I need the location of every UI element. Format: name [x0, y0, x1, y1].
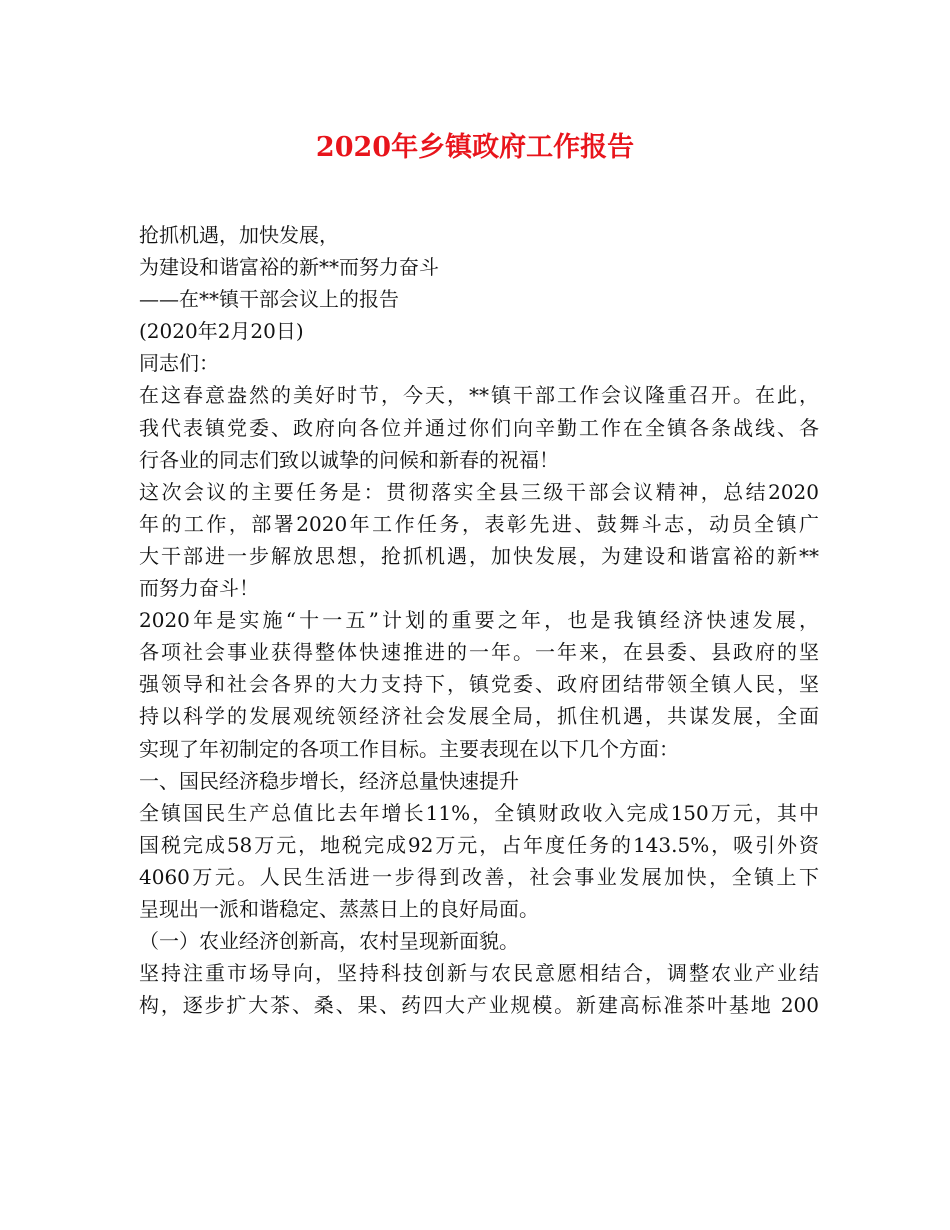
body-line: 大干部进一步解放思想，抢抓机遇，加快发展，为建设和谐富裕的新** — [139, 543, 819, 568]
body-line: 坚持注重市场导向，坚持科技创新与农民意愿相结合，调整农业产业结 — [139, 961, 819, 986]
body-line: 全镇国民生产总值比去年增长11%，全镇财政收入完成150万元，其中 — [139, 800, 819, 825]
body-line: 持以科学的发展观统领经济社会发展全局，抓住机遇，共谋发展，全面 — [139, 704, 819, 729]
body-line: 行各业的同志们致以诚挚的问候和新春的祝福！ — [139, 447, 559, 472]
document-title: 2020年乡镇政府工作报告 — [315, 132, 635, 163]
body-line: 同志们： — [139, 351, 219, 376]
document-body — [139, 219, 819, 1021]
body-line: 呈现出一派和谐稳定、蒸蒸日上的良好局面。 — [139, 896, 539, 921]
body-line: (2020年2月20日) — [139, 319, 304, 344]
body-line: 抢抓机遇，加快发展， — [139, 223, 339, 247]
body-line: 实现了年初制定的各项工作目标。主要表现在以下几个方面： — [139, 736, 679, 761]
body-line: 各项社会事业获得整体快速推进的一年。一年来，在县委、县政府的坚 — [139, 640, 819, 665]
body-line: 国税完成58万元，地税完成92万元，占年度任务的143.5%，吸引外资 — [139, 832, 819, 857]
body-line: 4060万元。人民生活进一步得到改善，社会事业发展加快，全镇上下 — [139, 864, 819, 889]
body-line: 我代表镇党委、政府向各位并通过你们向辛勤工作在全镇各条战线、各 — [139, 415, 819, 440]
body-line: ——在**镇干部会议上的报告 — [139, 287, 399, 312]
body-line: 在这春意盎然的美好时节，今天，**镇干部工作会议隆重召开。在此， — [139, 383, 819, 408]
body-line: 这次会议的主要任务是：贯彻落实全县三级干部会议精神，总结2020 — [139, 479, 819, 504]
body-line: 2020年是实施“十一五”计划的重要之年，也是我镇经济快速发展， — [139, 608, 819, 633]
body-line: 为建设和谐富裕的新**而努力奋斗 — [139, 255, 439, 280]
body-line: 强领导和社会各界的大力支持下，镇党委、政府团结带领全镇人民，坚 — [139, 672, 819, 697]
body-line: 而努力奋斗！ — [139, 576, 259, 601]
body-line: 一、国民经济稳步增长，经济总量快速提升 — [139, 768, 519, 793]
body-line: （一）农业经济创新高，农村呈现新面貌。 — [139, 929, 519, 954]
body-line: 年的工作，部署2020年工作任务，表彰先进、鼓舞斗志，动员全镇广 — [139, 511, 819, 536]
body-line: 构，逐步扩大茶、桑、果、药四大产业规模。新建高标准茶叶基地 200 — [139, 993, 819, 1018]
